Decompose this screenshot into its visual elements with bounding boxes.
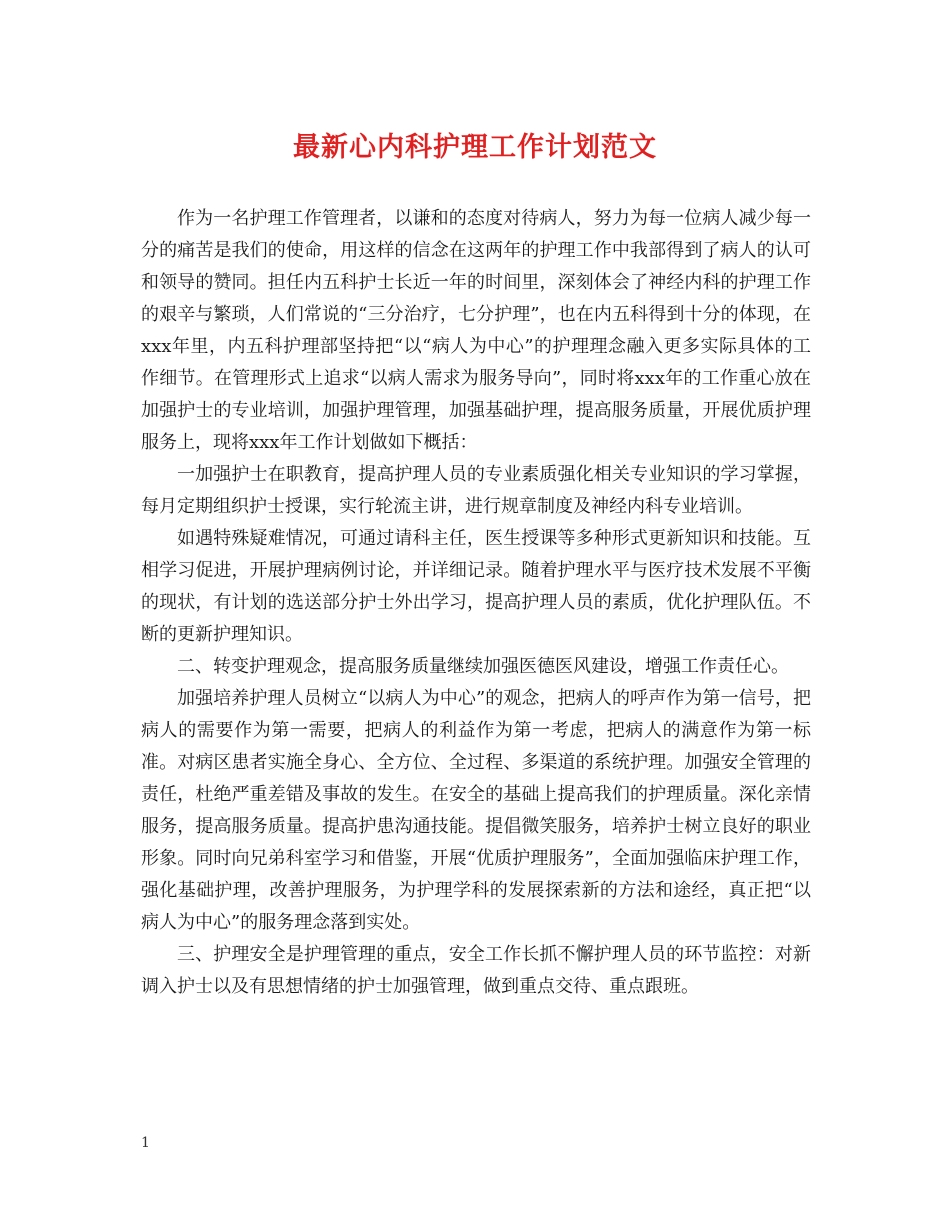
document-title: 最新心内科护理工作计划范文 [293, 132, 657, 163]
paragraph-training: 一加强护士在职教育，提高护理人员的专业素质强化相关专业知识的学习掌握，每月定期组织护士授课，实行轮流主讲，进行规章制度及神经内科专业培训。 [141, 464, 811, 517]
document-body [141, 203, 811, 1003]
paragraph-learning: 如遇特殊疑难情况，可通过请科主任，医生授课等多种形式更新知识和技能。互相学习促进，开展护理病例讨论，并详细记录。随着护理水平与医疗技术发展不平衡的现状，有计划的选送部分护士外出学习，提高护理人员的素质，优化护理队伍。不断的更新护理知识。 [141, 528, 811, 645]
page-number: 1 [141, 1135, 150, 1151]
paragraph-section-three: 三、护理安全是护理管理的重点，安全工作长抓不懈护理人员的环节监控：对新调入护士以及有思想情绪的护士加强管理，做到重点交待、重点跟班。 [141, 944, 811, 997]
paragraph-intro: 作为一名护理工作管理者，以谦和的态度对待病人，努力为每一位病人减少每一分的痛苦是我们的使命，用这样的信念在这两年的护理工作中我部得到了病人的认可和领导的赞同。担任内五科护士长近一年的时间里，深刻体会了神经内科的护理工作的艰辛与繁琐，人们常说的“三分治疗，七分护理”，也在内五科得到十分的体现，在xxx年里，内五科护理部坚持把“以“病人为中心”的护理理念融入更多实际具体的工作细节。在管理形式上追求“以病人需求为服务导向”，同时将xxx年的工作重心放在加强护士的专业培训，加强护理管理，加强基础护理，提高服务质量，开展优质护理服务上，现将xxx年工作计划做如下概括： [141, 208, 811, 453]
paragraph-service: 加强培养护理人员树立“以病人为中心”的观念，把病人的呼声作为第一信号，把病人的需要作为第一需要，把病人的利益作为第一考虑，把病人的满意作为第一标准。对病区患者实施全身心、全方位、全过程、多渠道的系统护理。加强安全管理的责任，杜绝严重差错及事故的发生。在安全的基础上提高我们的护理质量。深化亲情服务，提高服务质量。提高护患沟通技能。提倡微笑服务，培养护士树立良好的职业形象。同时向兄弟科室学习和借鉴，开展“优质护理服务”，全面加强临床护理工作，强化基础护理，改善护理服务，为护理学科的发展探索新的方法和途经，真正把“以病人为中心”的服务理念落到实处。 [141, 688, 811, 933]
paragraph-section-two-heading: 二、转变护理观念，提高服务质量继续加强医德医风建设，增强工作责任心。 [177, 656, 789, 677]
